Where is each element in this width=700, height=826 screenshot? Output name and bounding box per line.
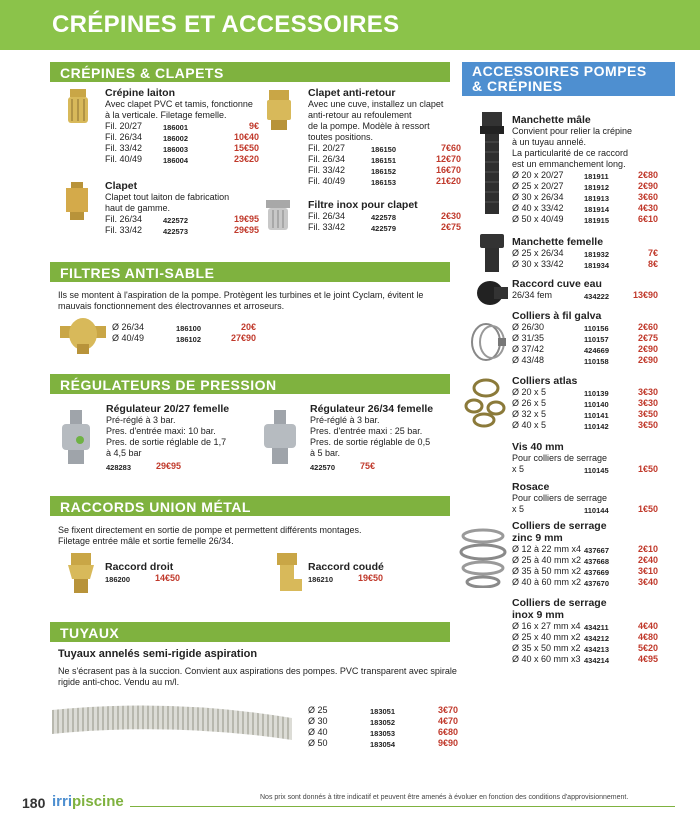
size-cell: Ø 31/35: [512, 333, 545, 343]
price-cell: 1€50: [637, 464, 658, 474]
size-cell: Ø 30 x 33/42: [512, 259, 564, 269]
manchette-male-title: Manchette mâle: [512, 114, 591, 126]
price-cell: 3€60: [637, 192, 658, 202]
price-cell: 5€20: [637, 643, 658, 653]
ref-cell: 434214: [584, 656, 610, 665]
ref-cell: 181914: [584, 205, 610, 214]
ref-cell: 110141: [584, 411, 609, 420]
raccord-droit-row: [105, 573, 185, 585]
regulateur-26-34-desc-1: Pré-réglé à 3 bar.: [310, 415, 380, 425]
clapet-title: Clapet: [105, 180, 138, 192]
size-cell: Fil. 40/49: [308, 176, 346, 186]
crepine-laiton-desc-2: à la verticale. Filetage femelle.: [105, 110, 227, 120]
clapet-retour-desc-1: Avec une cuve, installez un clapet: [308, 99, 444, 109]
price-cell: 2€10: [637, 544, 658, 554]
tuyaux-title: Tuyaux annelés semi-rigide aspiration: [58, 648, 258, 660]
colliers-galva-image: [470, 320, 508, 364]
price-cell: 9€90: [437, 738, 458, 748]
regulateur-20-27-row: [106, 461, 188, 473]
size-cell: Ø 40/49: [112, 333, 145, 343]
price-cell: 16€70: [435, 165, 461, 175]
price-cell: 3€70: [437, 705, 458, 715]
size-cell: Fil. 26/34: [308, 211, 346, 221]
price-cell: 4€40: [637, 621, 658, 631]
size-cell: Ø 20 x 5: [512, 387, 547, 397]
table-row: [308, 176, 461, 188]
size-cell: Ø 35 x 50 mm x2: [512, 643, 581, 653]
ref-cell: 110144: [584, 506, 609, 515]
ref-cell: 181911: [584, 172, 609, 181]
size-cell: Ø 16 x 27 mm x4: [512, 621, 581, 631]
colliers-galva-title: Colliers à fil galva: [512, 310, 602, 322]
ref-cell: 186151: [371, 156, 397, 165]
size-cell: Fil. 26/34: [105, 214, 143, 224]
colliers-zinc-title-2: zinc 9 mm: [512, 532, 563, 544]
table-row: [112, 333, 256, 345]
price-cell: 6€10: [637, 214, 658, 224]
clapet-desc-1: Clapet tout laiton de fabrication: [105, 192, 230, 202]
brand-logo: [52, 793, 124, 810]
table-row: [512, 654, 658, 666]
price-cell: 2€75: [440, 222, 461, 232]
ref-cell: 186003: [163, 145, 189, 154]
accessoires-heading-1: ACCESSOIRES POMPES: [472, 63, 647, 79]
table-row: [512, 420, 658, 432]
brand-logo-right: piscine: [72, 793, 124, 810]
table-row: [105, 225, 259, 237]
regulateur-26-34-desc-4: à 5 bar.: [310, 448, 341, 458]
ref-cell: 437670: [584, 579, 610, 588]
raccord-cuve-image: [476, 279, 508, 307]
ref-cell: 186004: [163, 156, 189, 165]
price-cell: 7€60: [440, 143, 461, 153]
ref-cell: 437668: [584, 557, 610, 566]
section-header-regulateurs: RÉGULATEURS DE PRESSION: [50, 374, 450, 394]
rosace-title: Rosace: [512, 481, 550, 493]
ref-cell: 434211: [584, 623, 609, 632]
ref-cell: 110142: [584, 422, 609, 431]
tuyau-annele-image: [52, 700, 292, 746]
price-cell: 2€30: [440, 211, 461, 221]
ref-cell: 110139: [584, 389, 609, 398]
ref-cell: 110140: [584, 400, 609, 409]
colliers-zinc-title-1: Colliers de serrage: [512, 520, 607, 532]
ref: 428283: [106, 463, 132, 472]
table-row: [308, 738, 458, 750]
vis-title: Vis 40 mm: [512, 441, 564, 453]
size-cell: Fil. 20/27: [308, 143, 346, 153]
price-cell: 9€: [248, 121, 259, 131]
regulateur-26-34-desc-2: Pres. d'entrée maxi : 25 bar.: [310, 426, 423, 436]
manchette-male-desc-4: est un emmanchement long.: [512, 159, 626, 169]
regulateur-20-27-desc-1: Pré-réglé à 3 bar.: [106, 415, 176, 425]
regulateur-20-27-title: Régulateur 20/27 femelle: [106, 403, 230, 415]
price-cell: 2€80: [637, 170, 658, 180]
size-cell: Ø 43/48: [512, 355, 545, 365]
accessoires-heading-2: & CRÉPINES: [472, 78, 563, 94]
price-cell: 10€40: [233, 132, 259, 142]
ref-cell: 422579: [371, 224, 397, 233]
price-cell: 15€50: [233, 143, 259, 153]
ref-cell: 181913: [584, 194, 610, 203]
tuyaux-desc-2: rigide anti-choc. Vendu au m/l.: [58, 677, 180, 687]
price-cell: 4€95: [637, 654, 658, 664]
colliers-atlas-image: [462, 376, 508, 428]
size-cell: Ø 50 x 40/49: [512, 214, 564, 224]
table-row: [512, 259, 658, 271]
size-cell: Ø 25 à 40 mm x2: [512, 555, 582, 565]
ref: 186200: [105, 575, 131, 584]
ref-cell: 186102: [176, 335, 202, 344]
size-cell: Ø 30 x 26/34: [512, 192, 564, 202]
size-cell: Ø 35 à 50 mm x2: [512, 566, 582, 576]
ref-cell: 181934: [584, 261, 610, 270]
manchette-male-desc-3: La particularité de ce raccord: [512, 148, 629, 158]
size-cell: Fil. 40/49: [105, 154, 143, 164]
section-header-tuyaux: TUYAUX: [50, 622, 450, 642]
clapet-retour-title: Clapet anti-retour: [308, 87, 396, 99]
size-cell: Ø 40 à 60 mm x2: [512, 577, 582, 587]
price-cell: 3€10: [637, 566, 658, 576]
price-cell: 3€50: [637, 409, 658, 419]
regulateur-26-34-row: [310, 461, 380, 473]
raccord-coude-title: Raccord coudé: [308, 561, 384, 573]
price-cell: 3€50: [637, 420, 658, 430]
price-cell: 3€30: [637, 398, 658, 408]
clapet-retour-desc-4: toutes positions.: [308, 132, 374, 142]
ref-cell: 181912: [584, 183, 610, 192]
table-row: [512, 214, 658, 226]
colliers-zinc-image: [458, 526, 508, 588]
price-cell: 23€20: [233, 154, 259, 164]
ref-cell: 186152: [371, 167, 397, 176]
size-cell: Ø 25 x 40 mm x2: [512, 632, 581, 642]
size-cell: 26/34 fem: [512, 290, 553, 300]
colliers-inox-title-2: inox 9 mm: [512, 609, 564, 621]
regulateur-20-27-desc-4: à 4,5 bar: [106, 448, 142, 458]
ref: 422570: [310, 463, 336, 472]
ref-cell: 186002: [163, 134, 189, 143]
size-cell: Ø 12 à 22 mm x4: [512, 544, 582, 554]
raccords-desc-2: Filetage entrée mâle et sortie femelle 26/34.: [58, 536, 234, 546]
ref-cell: 434222: [584, 292, 610, 301]
ref-cell: 183054: [370, 740, 396, 749]
size-cell: Fil. 33/42: [105, 143, 143, 153]
ref-cell: 437669: [584, 568, 610, 577]
rosace-desc: Pour colliers de serrage: [512, 493, 608, 503]
filtres-desc-1: Ils se montent à l'aspiration de la pompe. Protègent les turbines et le joint Cyclam, évitent le: [58, 290, 424, 300]
size-cell: Ø 26/34: [112, 322, 145, 332]
raccords-desc-1: Se fixent directement en sortie de pompe et permettent différents montages.: [58, 525, 362, 535]
price-cell: 1€50: [637, 504, 658, 514]
size-cell: Ø 40 x 33/42: [512, 203, 564, 213]
size-cell: Ø 40 x 5: [512, 420, 547, 430]
ref-cell: 186150: [371, 145, 397, 154]
price-cell: 4€70: [437, 716, 458, 726]
size-cell: Ø 30: [308, 716, 328, 726]
price-cell: 19€95: [233, 214, 259, 224]
price-cell: 8€: [647, 259, 658, 269]
raccord-droit-image: [66, 553, 96, 595]
price-cell: 3€30: [637, 387, 658, 397]
price-cell: 2€40: [637, 555, 658, 565]
manchette-femelle-title: Manchette femelle: [512, 236, 604, 248]
price-cell: 2€90: [637, 181, 658, 191]
size-cell: Fil. 26/34: [308, 154, 346, 164]
size-cell: Ø 25 x 26/34: [512, 248, 564, 258]
size-cell: Fil. 33/42: [308, 165, 346, 175]
price: 19€50: [358, 573, 384, 583]
table-row: [512, 355, 658, 367]
price-cell: 13€90: [632, 290, 658, 300]
ref-cell: 183051: [370, 707, 396, 716]
ref-cell: 181915: [584, 216, 610, 225]
price-cell: 27€90: [230, 333, 256, 343]
size-cell: Ø 26 x 5: [512, 398, 547, 408]
size-cell: Ø 32 x 5: [512, 409, 547, 419]
ref-cell: 110157: [584, 335, 609, 344]
size-cell: Fil. 20/27: [105, 121, 143, 131]
ref-cell: 424669: [584, 346, 610, 355]
clapet-desc-2: haut de gamme.: [105, 203, 171, 213]
manchette-male-image: [478, 112, 506, 222]
section-header-crepines: CRÉPINES & CLAPETS: [50, 62, 450, 82]
vis-desc: Pour colliers de serrage: [512, 453, 608, 463]
price-cell: 7€: [647, 248, 658, 258]
price-cell: 21€20: [435, 176, 461, 186]
size-cell: Ø 40 x 60 mm x3: [512, 654, 581, 664]
crepine-laiton-title: Crépine laiton: [105, 87, 176, 99]
table-row: [512, 577, 658, 589]
price-cell: 3€40: [637, 577, 658, 587]
price-cell: 2€90: [637, 344, 658, 354]
ref-cell: 186100: [176, 324, 202, 333]
price-cell: 2€90: [637, 355, 658, 365]
price-cell: 12€70: [435, 154, 461, 164]
table-row: [512, 290, 658, 302]
regulateur-26-34-image: [262, 410, 298, 465]
regulateur-20-27-desc-2: Pres. d'entrée maxi: 10 bar.: [106, 426, 216, 436]
ref-cell: 183053: [370, 729, 396, 738]
ref-cell: 181932: [584, 250, 610, 259]
raccord-coude-image: [272, 553, 302, 595]
ref-cell: 422572: [163, 216, 189, 225]
price-cell: 20€: [240, 322, 256, 332]
ref-cell: 110145: [584, 466, 609, 475]
raccord-droit-title: Raccord droit: [105, 561, 174, 573]
size-cell: x 5: [512, 504, 525, 514]
price-cell: 6€80: [437, 727, 458, 737]
footnote: Nos prix sont donnés à titre indicatif et peuvent être amenés à évoluer en fonction des conditions d'approvisionnement.: [260, 794, 629, 801]
price-cell: 4€80: [637, 632, 658, 642]
ref-cell: 422578: [371, 213, 397, 222]
ref-cell: 422573: [163, 227, 189, 236]
filtre-inox-title: Filtre inox pour clapet: [308, 199, 418, 211]
colliers-atlas-title: Colliers atlas: [512, 375, 578, 387]
ref-cell: 437667: [584, 546, 610, 555]
price-cell: 2€60: [637, 322, 658, 332]
size-cell: Ø 50: [308, 738, 328, 748]
size-cell: Fil. 26/34: [105, 132, 143, 142]
price-cell: 2€75: [637, 333, 658, 343]
page-title: CRÉPINES ET ACCESSOIRES: [52, 11, 400, 38]
ref-cell: 110156: [584, 324, 609, 333]
page-banner: [0, 0, 700, 50]
regulateur-26-34-title: Régulateur 26/34 femelle: [310, 403, 434, 415]
table-row: [512, 504, 658, 516]
manchette-femelle-image: [478, 234, 506, 272]
colliers-inox-title-1: Colliers de serrage: [512, 597, 607, 609]
regulateur-26-34-desc-3: Pres. de sortie réglable de 0,5: [310, 437, 431, 447]
size-cell: Ø 25: [308, 705, 328, 715]
table-row: [105, 154, 259, 166]
price: 14€50: [155, 573, 181, 583]
ref: 186210: [308, 575, 334, 584]
section-header-accessoires: [462, 62, 675, 96]
price-cell: 4€30: [637, 203, 658, 213]
size-cell: x 5: [512, 464, 525, 474]
price: 75€: [360, 461, 376, 471]
manchette-male-desc-2: à un tuyau annelé.: [512, 137, 587, 147]
ref-cell: 110158: [584, 357, 609, 366]
brand-logo-left: irri: [52, 793, 73, 810]
crepine-laiton-desc-1: Avec clapet PVC et tamis, fonctionne: [105, 99, 253, 109]
ref-cell: 183052: [370, 718, 396, 727]
clapet-image: [64, 182, 90, 220]
table-row: [512, 464, 658, 476]
ref-cell: 434212: [584, 634, 610, 643]
price: 29€95: [156, 461, 182, 471]
clapet-retour-desc-3: de la pompe. Modèle à ressort: [308, 121, 430, 131]
size-cell: Ø 26/30: [512, 322, 545, 332]
filtre-anti-sable-image: [60, 312, 106, 356]
ref-cell: 186153: [371, 178, 397, 187]
size-cell: Fil. 33/42: [308, 222, 346, 232]
filtre-inox-image: [264, 200, 292, 232]
raccord-cuve-title: Raccord cuve eau: [512, 278, 602, 290]
section-header-raccords: RACCORDS UNION MÉTAL: [50, 496, 450, 516]
size-cell: Ø 37/42: [512, 344, 545, 354]
page-number: 180: [22, 795, 46, 811]
footer-divider: [130, 806, 675, 807]
price-cell: 29€95: [233, 225, 259, 235]
size-cell: Ø 40: [308, 727, 328, 737]
table-row: [308, 222, 461, 234]
regulateur-20-27-image: [58, 410, 94, 465]
clapet-retour-desc-2: anti-retour au refoulement: [308, 110, 412, 120]
manchette-male-desc-1: Convient pour relier la crépine: [512, 126, 633, 136]
raccord-coude-row: [308, 573, 388, 585]
ref-cell: 186001: [163, 123, 189, 132]
regulateur-20-27-desc-3: Pres. de sortie réglable de 1,7: [106, 437, 227, 447]
section-header-filtres: FILTRES ANTI-SABLE: [50, 262, 450, 282]
size-cell: Fil. 33/42: [105, 225, 143, 235]
ref-cell: 434213: [584, 645, 610, 654]
clapet-retour-image: [264, 90, 294, 130]
size-cell: Ø 20 x 20/27: [512, 170, 564, 180]
size-cell: Ø 25 x 20/27: [512, 181, 564, 191]
tuyaux-desc-1: Ne s'écrasent pas à la succion. Convient aux aspirations des pompes. PVC transparent avec spirale: [58, 666, 457, 676]
crepine-laiton-image: [66, 89, 90, 125]
filtres-desc-2: mauvais fonctionnement des électrovannes et arroseurs.: [58, 301, 285, 311]
